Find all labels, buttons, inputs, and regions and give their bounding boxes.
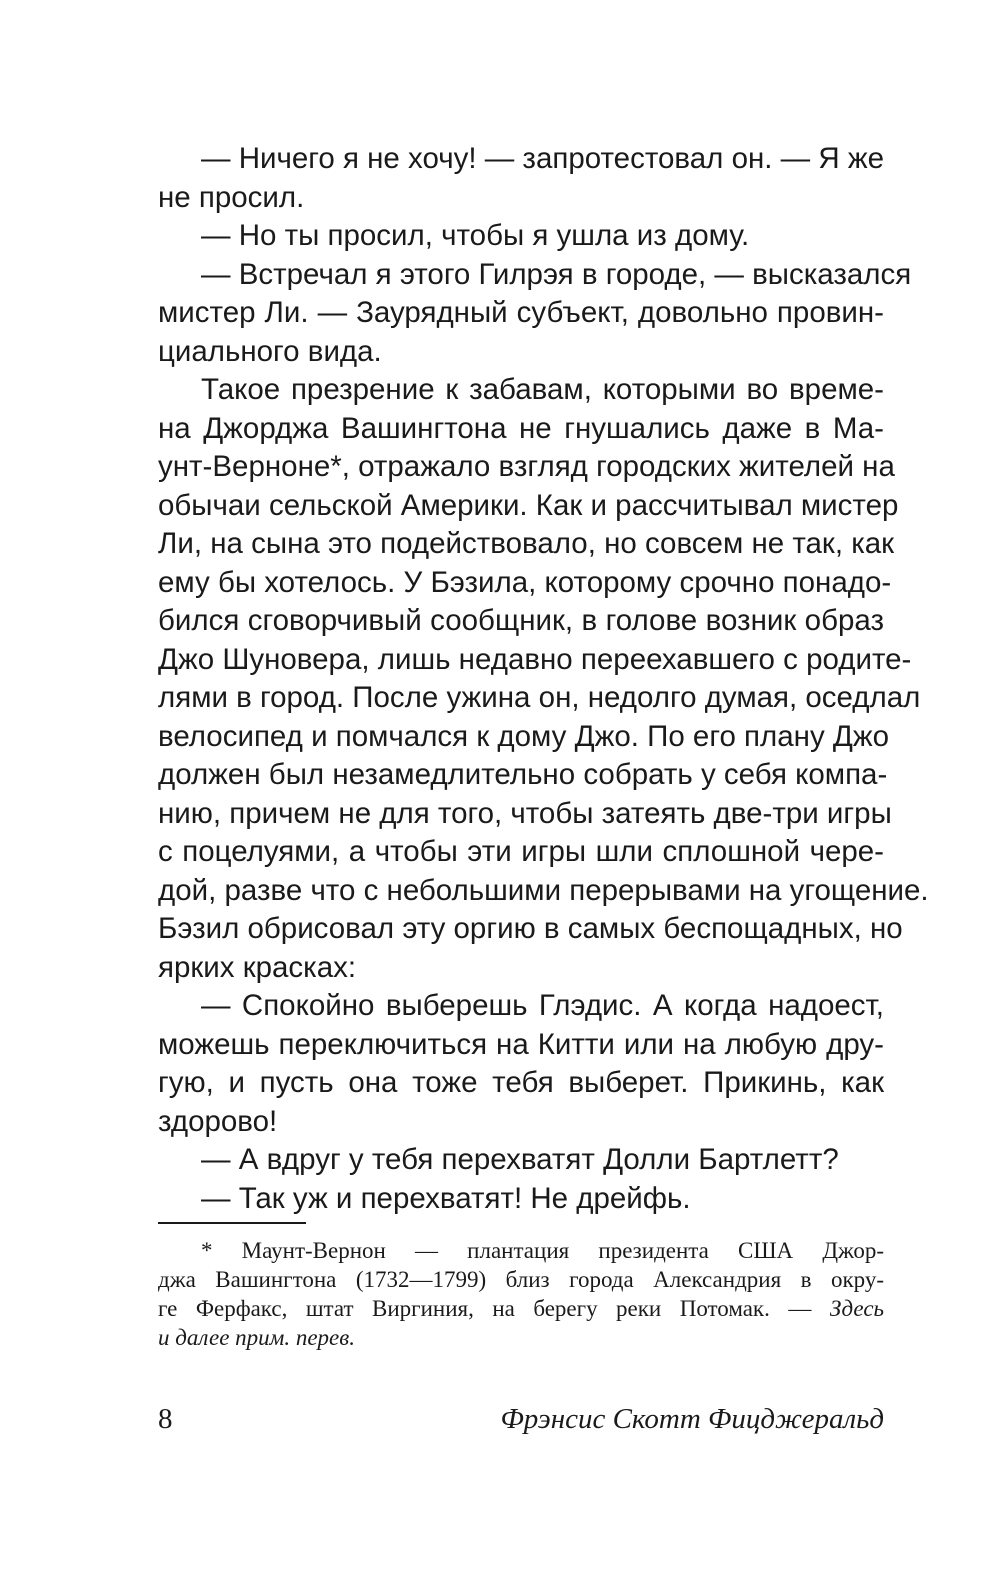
footnote-line bbox=[158, 1323, 884, 1352]
text-line: с поцелуями, а чтобы эти игры шли сплошной чере- bbox=[158, 835, 884, 868]
footnote-line bbox=[158, 1294, 884, 1323]
text-line: — Так уж и перехватят! Не дрейфь. bbox=[201, 1181, 691, 1215]
text-line: на Джорджа Вашингтона не гнушались даже в Ма- bbox=[158, 411, 884, 445]
text-line: циального вида. bbox=[158, 334, 382, 368]
text-line: Бэзил обрисовал эту оргию в самых беспощадных, но bbox=[158, 912, 903, 945]
text-line: ему бы хотелось. У Бэзила, которому срочно понадо- bbox=[158, 565, 892, 599]
text-line: — Спокойно выберешь Глэдис. А когда надоест, bbox=[201, 989, 884, 1022]
text-line: унт-Верноне*, отражало взгляд городских жителей на bbox=[158, 450, 895, 483]
footnote-italic-text: и далее прим. перев. bbox=[158, 1325, 355, 1350]
text-line: не просил. bbox=[158, 180, 305, 214]
text-line: дой, разве что с небольшими перерывами на угощение. bbox=[158, 873, 929, 907]
text-line: — А вдруг у тебя перехватят Долли Бартлетт? bbox=[201, 1143, 839, 1176]
footnote-line: джа Вашингтона (1732—1799) близ города Александрия в окру- bbox=[158, 1267, 884, 1292]
footnote-italic-text: Здесь bbox=[829, 1296, 885, 1321]
text-line: здорово! bbox=[158, 1104, 278, 1138]
text-line: Ли, на сына это подействовало, но совсем не так, как bbox=[158, 527, 895, 560]
text-line: — Встречал я этого Гилрэя в городе, — высказался bbox=[201, 257, 912, 291]
footnote bbox=[158, 1236, 884, 1352]
text-line: лями в город. После ужина он, недолго думая, оседлал bbox=[158, 681, 921, 714]
text-line: велосипед и помчался к дому Джо. По его плану Джо bbox=[158, 719, 890, 753]
footnote-separator bbox=[158, 1222, 306, 1224]
text-line: бился сговорчивый сообщник, в голове возник образ bbox=[158, 604, 884, 637]
footnote-line-text: ге Ферфакс, штат Виргиния, на берегу реки Потомак. — bbox=[158, 1296, 812, 1321]
text-line: ярких красках: bbox=[158, 950, 357, 984]
page-footer bbox=[158, 1403, 884, 1443]
text-line: обычаи сельской Америки. Как и рассчитывал мистер bbox=[158, 488, 899, 522]
text-line: можешь переключиться на Китти или на любую дру- bbox=[158, 1027, 884, 1061]
text-line: — Но ты просил, чтобы я ушла из дому. bbox=[201, 219, 750, 252]
running-title: Фрэнсис Скотт Фицджеральд bbox=[500, 1403, 884, 1435]
text-line: Такое презрение к забавам, которыми во време- bbox=[201, 373, 884, 406]
footnote-line: * Маунт-Вернон — плантация президента США Джор- bbox=[201, 1238, 884, 1263]
main-text bbox=[158, 140, 929, 1218]
text-line: нию, причем не для того, чтобы затеять две-три игры bbox=[158, 796, 892, 830]
text-line: должен был незамедлительно собрать у себя компа- bbox=[158, 758, 888, 791]
text-line: Джо Шуновера, лишь недавно переехавшего с родите- bbox=[158, 642, 912, 676]
text-line: мистер Ли. — Заурядный субъект, довольно провин- bbox=[158, 296, 884, 329]
text-line: гую, и пусть она тоже тебя выберет. Прикинь, как bbox=[158, 1066, 884, 1099]
page-number: 8 bbox=[158, 1403, 173, 1435]
text-line: — Ничего я не хочу! — запротестовал он. — Я же bbox=[201, 142, 884, 175]
